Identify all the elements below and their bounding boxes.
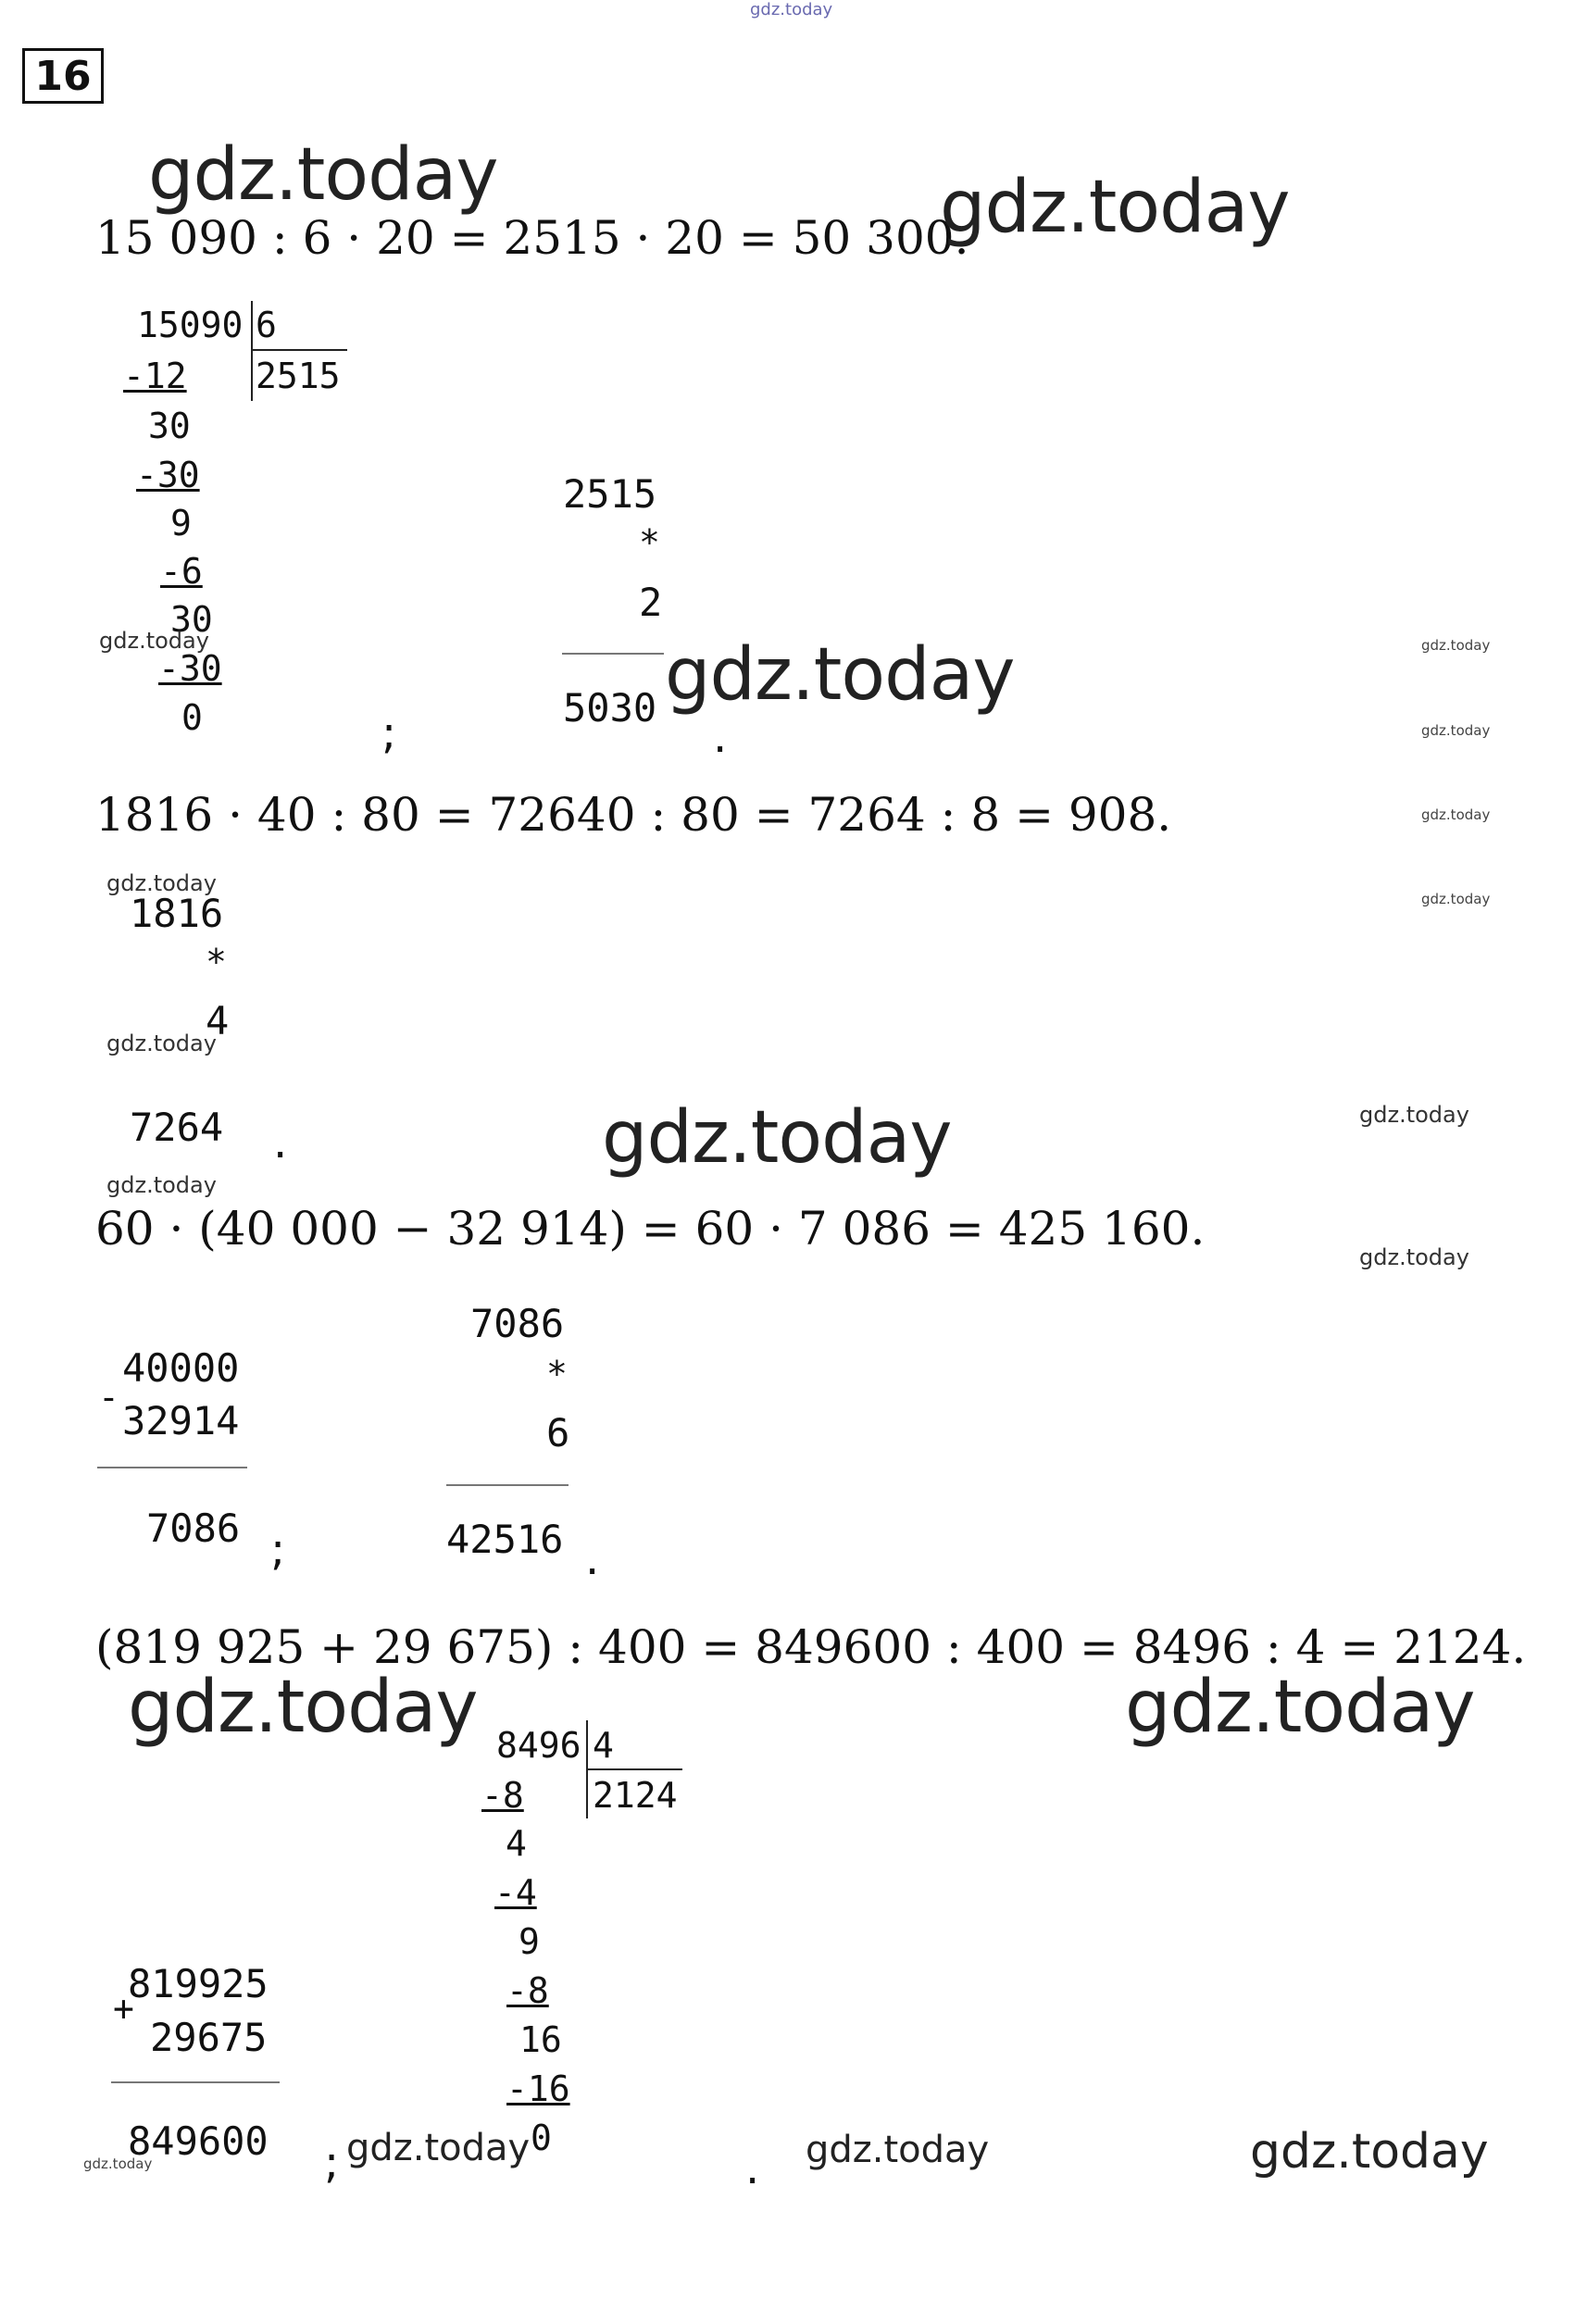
watermark: gdz.today [106,1172,217,1198]
difference: 7086 [146,1506,241,1551]
watermark: gdz.today [1125,1666,1475,1749]
equation-1: 15 090 : 6 · 20 = 2515 · 20 = 50 300. [95,211,969,265]
division-bar [251,301,253,401]
watermark: gdz.today [1250,2124,1489,2180]
division-step: 0 [181,697,203,738]
task-number: 16 [22,48,104,104]
quotient: 2124 [593,1775,678,1816]
separator: . [745,2143,760,2194]
separator: ; [381,707,397,759]
division-step: -4 [494,1872,537,1913]
equation-2: 1816 · 40 : 80 = 72640 : 80 = 7264 : 8 = 908. [95,788,1172,842]
watermark: gdz.today [1421,637,1491,654]
factor-b: 4 [206,998,230,1043]
division-step: -8 [481,1775,524,1816]
result-line [111,2081,280,2083]
division-step: 30 [148,406,191,446]
product: 7264 [130,1105,224,1150]
factor-a: 2515 [563,471,657,517]
sum: 849600 [128,2118,269,2164]
watermark: gdz.today [99,628,209,654]
separator: . [713,711,728,763]
result-line [97,1467,247,1468]
watermark: gdz.today [1359,1102,1469,1128]
watermark: gdz.today [1421,722,1491,739]
multiply-sign: * [639,522,660,563]
watermark: gdz.today [83,2155,153,2172]
watermark: gdz.today [1359,1244,1469,1270]
division-step: -8 [506,1970,549,2011]
watermark: gdz.today [106,1031,217,1056]
product: 5030 [563,685,657,731]
division-step: 0 [531,2118,552,2158]
product: 42516 [446,1517,564,1562]
result-line [562,653,664,655]
watermark: gdz.today [1421,806,1491,823]
divisor: 4 [593,1725,614,1766]
equation-4: (819 925 + 29 675) : 400 = 849600 : 400 = 8496 : 4 = 2124. [95,1620,1527,1674]
division-step: -16 [506,2068,570,2109]
watermark: gdz.today [346,2127,531,2169]
watermark: gdz.today [602,1096,952,1180]
watermark: gdz.today [106,870,217,896]
watermark: gdz.today [940,166,1290,249]
minuend: 40000 [122,1345,240,1391]
multiply-sign: * [206,942,227,982]
separator: . [585,1533,600,1585]
plus-sign: + [113,1988,134,2029]
watermark-top: gdz.today [750,0,833,19]
division-step: 16 [519,2019,562,2060]
watermark: gdz.today [148,133,498,217]
separator: . [273,1117,288,1168]
watermark: gdz.today [665,633,1015,717]
dividend: 15090 [137,305,244,345]
result-line [446,1484,569,1486]
quotient: 2515 [256,356,341,396]
watermark: gdz.today [1421,891,1491,907]
quotient-line [586,1768,682,1770]
separator: ; [270,1524,286,1576]
division-step: -30 [158,648,222,689]
quotient-line [251,349,347,351]
dividend: 8496 [496,1725,581,1766]
division-step: -6 [160,551,203,592]
factor-a: 7086 [470,1301,565,1346]
multiply-sign: * [546,1354,568,1394]
separator: ; [324,2137,340,2189]
division-step: 9 [170,503,192,544]
factor-a: 1816 [130,891,224,936]
factor-b: 2 [639,580,663,625]
division-step: 4 [506,1823,527,1864]
equation-3: 60 · (40 000 − 32 914) = 60 · 7 086 = 425 160. [95,1202,1206,1256]
watermark: gdz.today [806,2129,990,2171]
factor-b: 6 [546,1410,570,1456]
subtrahend: 32914 [122,1398,240,1443]
divisor: 6 [256,305,277,345]
division-step: 30 [170,599,213,640]
division-step: 9 [519,1921,540,1962]
minus-sign: - [98,1377,119,1418]
addend-b: 29675 [150,2015,268,2060]
watermark: gdz.today [128,1666,478,1749]
division-step: -12 [123,356,187,396]
division-step: -30 [136,455,200,495]
addend-a: 819925 [128,1961,269,2006]
